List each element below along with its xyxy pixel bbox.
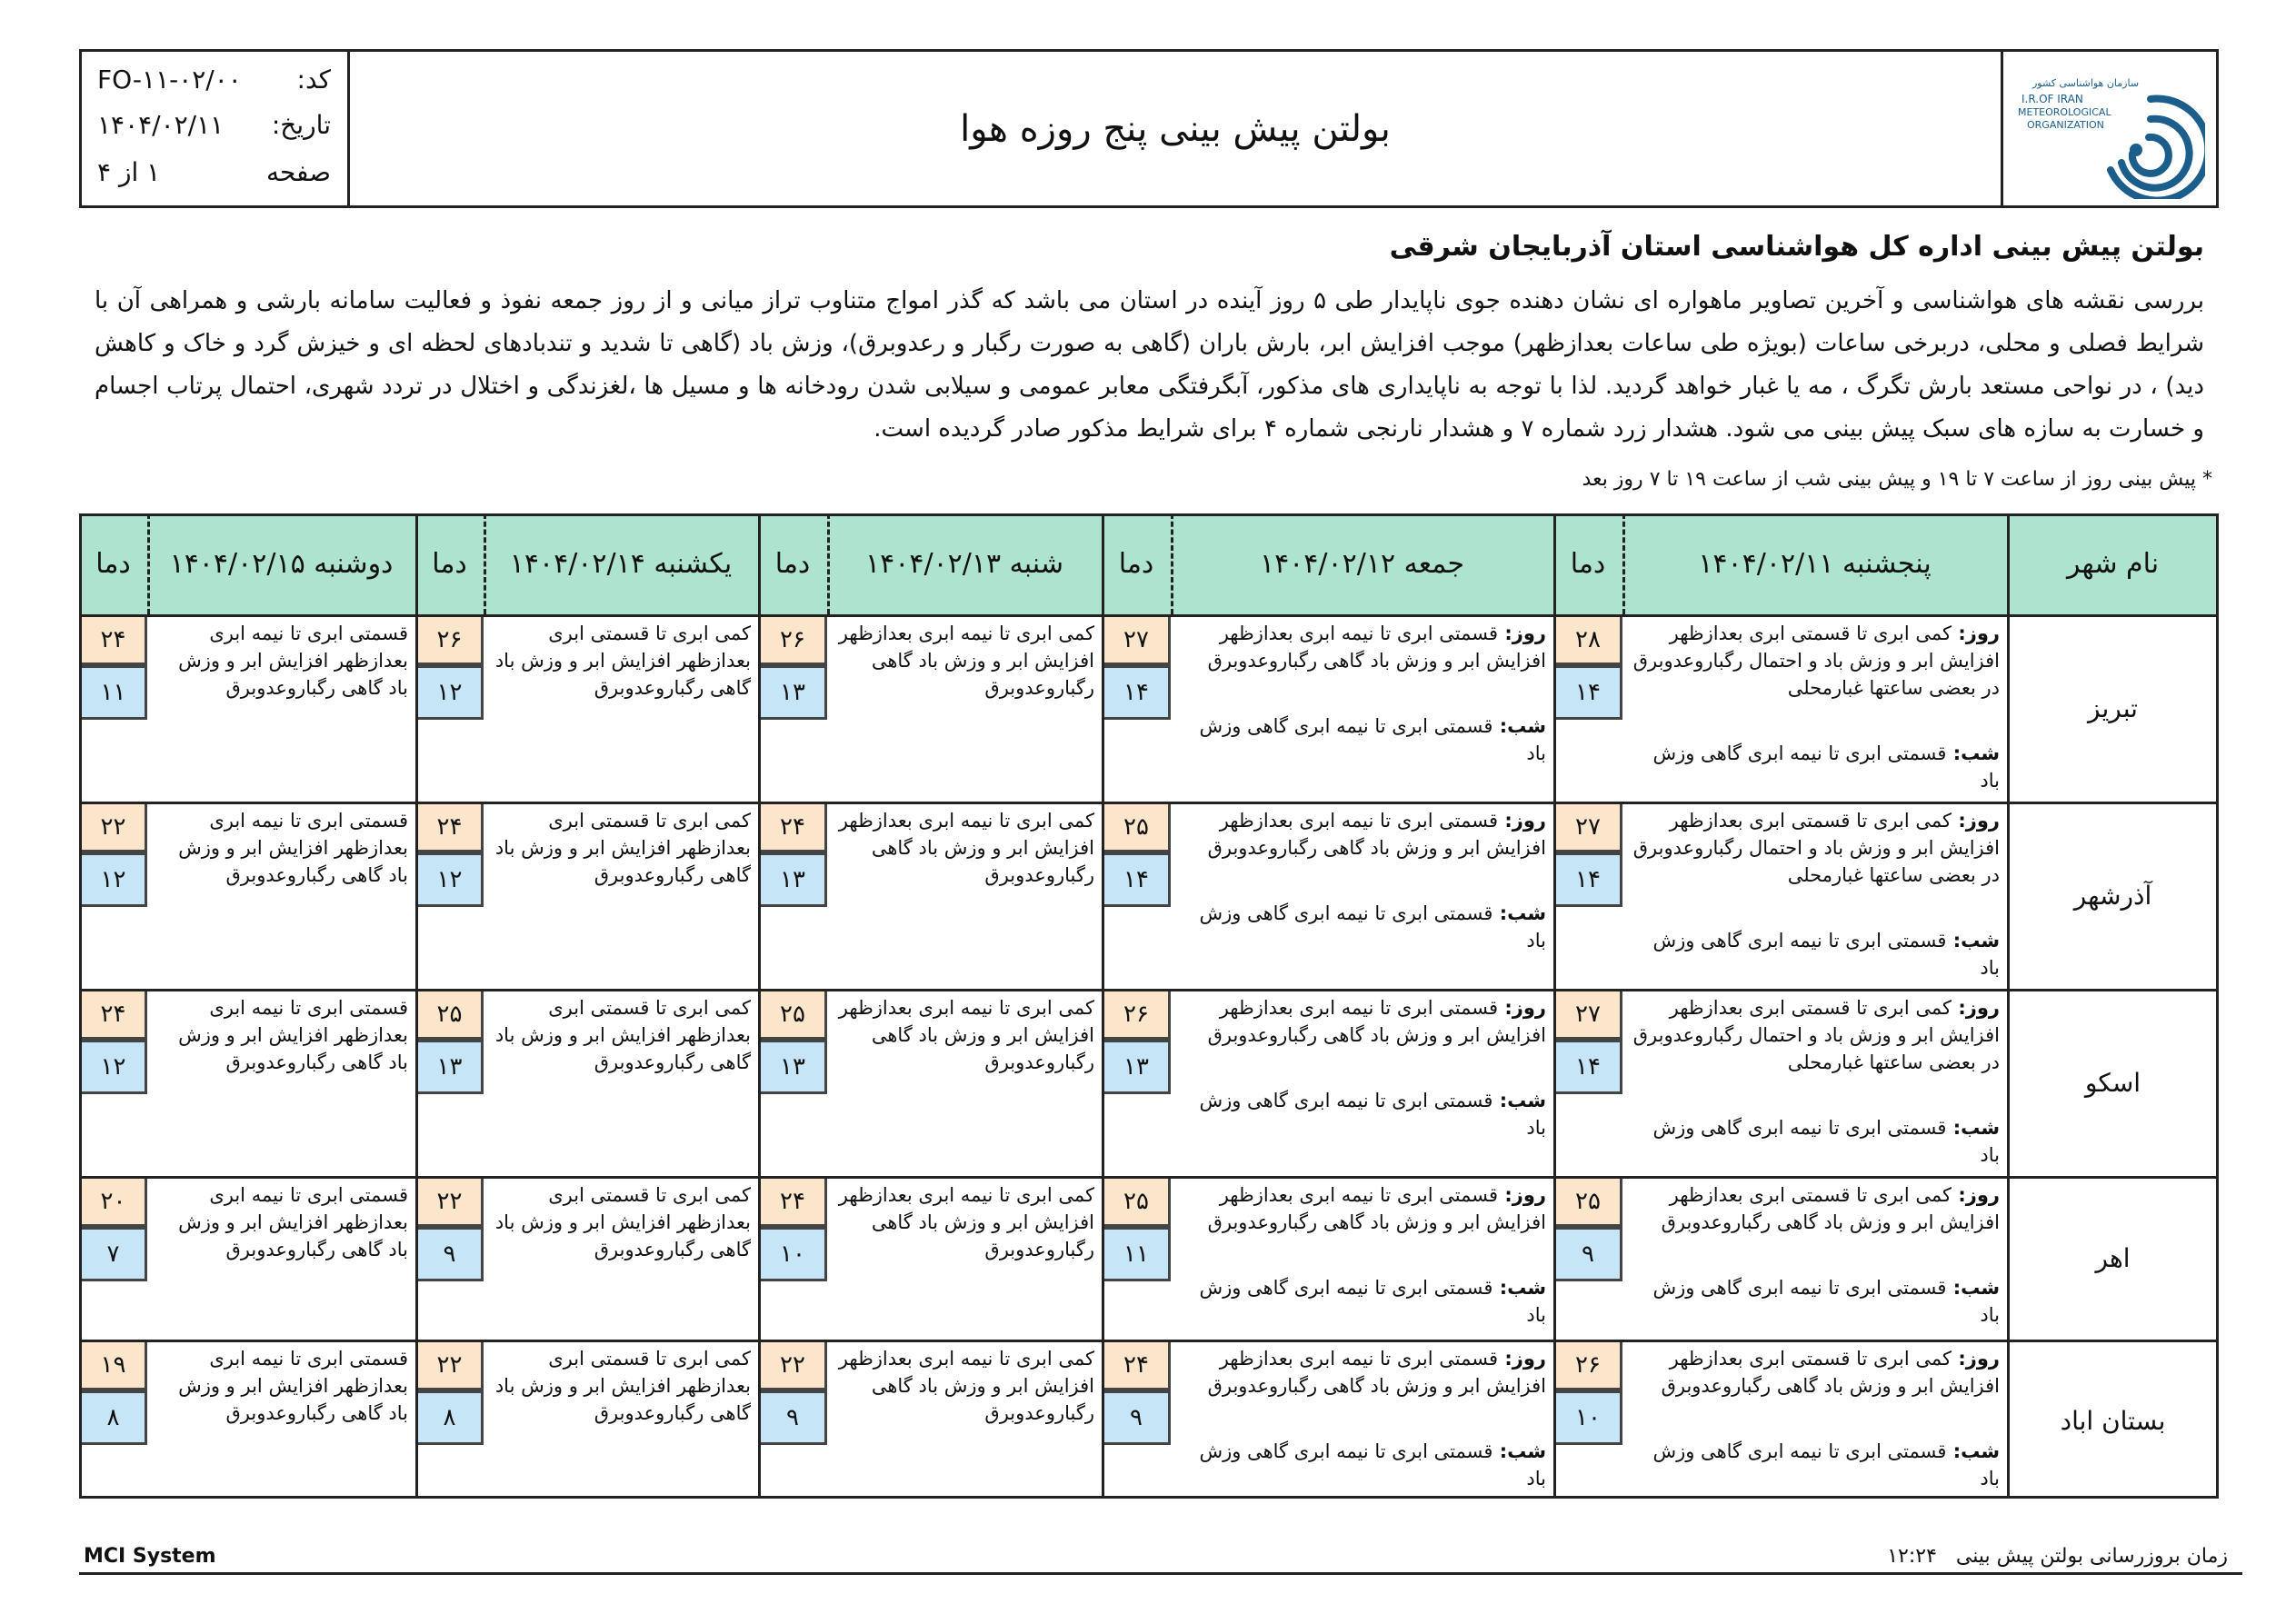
- bulletin-title: بولتن پیش بینی پنج روزه هوا: [960, 107, 1391, 150]
- min-temp-cell: ۱۴: [1553, 852, 1622, 907]
- day-forecast-text: [1630, 1345, 2000, 1400]
- header-dashed-divider: [1622, 513, 1625, 614]
- forecast-text: کمی ابری تا قسمتی ابری بعدازظهر افزایش ابر و وزش باد گاهی رگباروعدوبرق: [494, 1184, 751, 1260]
- table-border: [2216, 513, 2219, 1499]
- min-temp-cell: ۱۱: [79, 665, 147, 720]
- min-temp-cell: ۱۴: [1102, 665, 1171, 720]
- max-temp-cell: ۲۷: [1102, 614, 1171, 665]
- night-label: شب:: [1492, 1277, 1546, 1299]
- forecast-text: کمی ابری تا قسمتی ابری بعدازظهر افزایش ابر و وزش باد گاهی رگباروعدوبرق: [494, 1348, 751, 1424]
- day-forecast-value: قسمتی ابری تا نیمه ابری بعدازظهر افزایش ابر و وزش باد گاهی رگباروعدوبرق: [1207, 1184, 1546, 1233]
- header-dashed-divider: [827, 513, 830, 614]
- max-temp-cell: ۲۴: [415, 802, 484, 852]
- min-temp-cell: ۱۴: [1102, 852, 1171, 907]
- min-temp-cell: ۹: [415, 1227, 484, 1281]
- header-dashed-divider: [147, 513, 150, 614]
- city-name-cell: تبریز: [2088, 692, 2138, 723]
- min-temp-cell: ۱۴: [1553, 665, 1622, 720]
- header-dashed-divider: [1171, 513, 1173, 614]
- header-day-cell: پنجشنبه ۱۴۰۴/۰۲/۱۱: [1622, 513, 2007, 614]
- header-temp-cell: دما: [758, 513, 827, 614]
- night-label: شب:: [1492, 1440, 1546, 1462]
- day-forecast-value: قسمتی ابری تا نیمه ابری بعدازظهر افزایش ابر و وزش باد گاهی رگباروعدوبرق: [1207, 810, 1546, 859]
- min-temp-cell: ۱۳: [1102, 1040, 1171, 1094]
- min-temp-cell: ۱۳: [758, 852, 827, 907]
- max-temp-cell: ۲۲: [79, 802, 147, 852]
- footer-update-time: [1887, 1545, 2228, 1568]
- meta-date-value: ۱۴۰۴/۰۲/۱۱: [97, 110, 225, 140]
- day-label: روز:: [1498, 1184, 1546, 1206]
- max-temp-cell: ۲۷: [1553, 989, 1622, 1040]
- night-label: شب:: [1492, 1090, 1546, 1111]
- max-temp-cell: ۲۴: [79, 614, 147, 665]
- header-dashed-divider: [484, 513, 486, 614]
- day-forecast-value: کمی ابری تا قسمتی ابری بعدازظهر افزایش ابر و وزش باد گاهی رگباروعدوبرق: [1661, 1348, 2000, 1397]
- forecast-text: کمی ابری تا قسمتی ابری بعدازظهر افزایش ابر و وزش باد گاهی رگباروعدوبرق: [494, 623, 751, 699]
- min-temp-cell: ۱۳: [758, 665, 827, 720]
- header-temp-cell: دما: [415, 513, 484, 614]
- footer-update-label: زمان بروزرسانی بولتن پیش بینی: [1955, 1545, 2228, 1568]
- column-divider: [2007, 513, 2010, 1499]
- max-temp-cell: ۲۴: [758, 802, 827, 852]
- day-forecast-value: کمی ابری تا قسمتی ابری بعدازظهر افزایش ابر و وزش باد و احتمال رگباروعدوبرق در بعضی ساعتها غبارمحلی: [1632, 810, 2000, 886]
- max-temp-cell: ۲۷: [1553, 802, 1622, 852]
- forecast-text: کمی ابری تا نیمه ابری بعدازظهر افزایش ابر و وزش باد گاهی رگباروعدوبرق: [838, 1348, 1094, 1424]
- min-temp-cell: ۸: [79, 1390, 147, 1445]
- footer-system-name: MCI System: [84, 1545, 216, 1568]
- day-label: روز:: [1952, 1348, 2000, 1370]
- night-forecast-value: قسمتی ابری تا نیمه ابری گاهی وزش باد: [1199, 1277, 1546, 1326]
- night-label: شب:: [1492, 902, 1546, 924]
- night-forecast-value: قسمتی ابری تا نیمه ابری گاهی وزش باد: [1199, 902, 1546, 951]
- night-forecast-value: قسمتی ابری تا نیمه ابری گاهی وزش باد: [1199, 1440, 1546, 1489]
- min-temp-cell: ۱۱: [1102, 1227, 1171, 1281]
- row-divider: [79, 1176, 2219, 1179]
- max-temp-cell: ۲۰: [79, 1176, 147, 1227]
- day-forecast-text: [1178, 1345, 1546, 1400]
- meta-code-value: FO-۱۱-۰۲/۰۰: [97, 65, 242, 95]
- day-forecast-value: کمی ابری تا قسمتی ابری بعدازظهر افزایش ابر و وزش باد گاهی رگباروعدوبرق: [1661, 1184, 2000, 1233]
- spiral-logo-icon: [2111, 99, 2205, 199]
- min-temp-cell: ۱۳: [758, 1040, 827, 1094]
- forecast-text: کمی ابری تا نیمه ابری بعدازظهر افزایش ابر و وزش باد گاهی رگباروعدوبرق: [838, 810, 1094, 886]
- night-forecast-text: [1630, 1274, 2000, 1329]
- row-divider: [79, 802, 2219, 804]
- night-forecast-text: [1178, 1438, 1546, 1492]
- min-temp-cell: ۱۲: [79, 1040, 147, 1094]
- min-temp-cell: ۷: [79, 1227, 147, 1281]
- min-temp-cell: ۱۴: [1553, 1040, 1622, 1094]
- day-label: روز:: [1952, 1184, 2000, 1206]
- meta-page-label: صفحه: [265, 157, 331, 187]
- max-temp-cell: ۲۶: [758, 614, 827, 665]
- city-name-cell: آذرشهر: [2073, 880, 2152, 911]
- day-forecast-value: قسمتی ابری تا نیمه ابری بعدازظهر افزایش ابر و وزش باد گاهی رگباروعدوبرق: [1207, 997, 1546, 1046]
- bulletin-header: [79, 49, 2219, 208]
- min-temp-cell: ۱۲: [79, 852, 147, 907]
- min-temp-cell: ۱۰: [1553, 1390, 1622, 1445]
- night-label: شب:: [1946, 1117, 2000, 1139]
- max-temp-cell: ۲۶: [1553, 1340, 1622, 1390]
- min-temp-cell: ۸: [415, 1390, 484, 1445]
- max-temp-cell: ۲۲: [415, 1176, 484, 1227]
- max-temp-cell: ۱۹: [79, 1340, 147, 1390]
- max-temp-cell: ۲۶: [1102, 989, 1171, 1040]
- min-temp-cell: ۹: [1102, 1390, 1171, 1445]
- forecast-time-note: * پیش بینی روز از ساعت ۷ تا ۱۹ و پیش بینی شب از ساعت ۱۹ تا ۷ روز بعد: [1582, 468, 2212, 491]
- meta-code-row: [79, 65, 347, 110]
- max-temp-cell: ۲۵: [758, 989, 827, 1040]
- min-temp-cell: ۱۳: [415, 1040, 484, 1094]
- night-forecast-text: [1630, 1438, 2000, 1492]
- min-temp-cell: ۹: [1553, 1227, 1622, 1281]
- meteorological-organization-logo: [2014, 63, 2205, 199]
- day-forecast-value: کمی ابری تا قسمتی ابری بعدازظهر افزایش ابر و وزش باد و احتمال رگباروعدوبرق در بعضی ساعتها غبارمحلی: [1632, 623, 2000, 699]
- day-forecast-text: [1630, 620, 2000, 702]
- night-forecast-text: [1630, 1114, 2000, 1169]
- max-temp-cell: ۲۵: [1553, 1176, 1622, 1227]
- night-label: شب:: [1946, 1277, 2000, 1299]
- header-day-cell: شنبه ۱۴۰۴/۰۲/۱۳: [827, 513, 1102, 614]
- day-forecast-text: [1178, 620, 1546, 674]
- city-name-cell: اهر: [2095, 1242, 2131, 1273]
- night-forecast-text: [1630, 740, 2000, 794]
- forecast-text: کمی ابری تا نیمه ابری بعدازظهر افزایش ابر و وزش باد گاهی رگباروعدوبرق: [838, 997, 1094, 1073]
- day-forecast-text: [1630, 994, 2000, 1076]
- night-forecast-text: [1178, 1274, 1546, 1329]
- meta-date-label: تاریخ:: [271, 110, 331, 140]
- header-temp-cell: دما: [1553, 513, 1622, 614]
- day-forecast-value: کمی ابری تا قسمتی ابری بعدازظهر افزایش ابر و وزش باد و احتمال رگباروعدوبرق در بعضی ساعتها غبارمحلی: [1632, 997, 2000, 1073]
- header-day-cell: دوشنبه ۱۴۰۴/۰۲/۱۵: [147, 513, 415, 614]
- table-border: [79, 1496, 2219, 1499]
- night-forecast-text: [1630, 927, 2000, 981]
- city-name-cell: بستان اباد: [2060, 1405, 2166, 1436]
- min-temp-cell: ۱۲: [415, 852, 484, 907]
- day-forecast-text: [1178, 994, 1546, 1049]
- header-day-cell: یکشنبه ۱۴۰۴/۰۲/۱۴: [484, 513, 758, 614]
- min-temp-cell: ۹: [758, 1390, 827, 1445]
- table-border: [79, 513, 82, 1499]
- day-label: روز:: [1498, 1348, 1546, 1370]
- night-forecast-value: قسمتی ابری تا نیمه ابری گاهی وزش باد: [1652, 742, 2000, 792]
- forecast-text: کمی ابری تا قسمتی ابری بعدازظهر افزایش ابر و وزش باد گاهی رگباروعدوبرق: [494, 810, 751, 886]
- max-temp-cell: ۲۴: [758, 1176, 827, 1227]
- intro-paragraph: بررسی نقشه های هواشناسی و آخرین تصاویر ماهواره ای نشان دهنده جوی ناپایدار طی ۵ روز آینده در استان می باشد که گذر امواج متناوب تراز میانی و از روز جمعه نفوذ و فعالیت سامانه بارشی و همراهی آن با شرایط فصلی و محلی، دربرخی ساعات (بویژه طی ساعات بعدازظهر) موجب افزایش ابر، بارش باران (گاهی به صورت رگبار و رعدوبرق)، وزش باد (گاهی تا شدید و تندبادهای لحظه ای و خیزش گرد و خاک و کاهش دید) ، در نواحی مستعد بارش تگرگ ، مه یا غبار خواهد گردید. لذا با توجه به ناپایداری های مذکور، آبگرفتگی معابر عمومی و سیلابی شدن رودخانه ها و مسیل ها ،لغزندگی و اختلال در تردد شهری، احتمال پرتاب اجسام و خسارت به سازه های سبک پیش بینی می شود. هشدار زرد شماره ۷ و هشدار نارنجی شماره ۴ برای شرایط مذکور صادر گردیده است.: [95, 287, 2205, 443]
- table-border: [79, 513, 2219, 516]
- night-label: شب:: [1946, 742, 2000, 764]
- header-temp-cell: دما: [79, 513, 147, 614]
- day-forecast-text: [1630, 807, 2000, 889]
- night-forecast-value: قسمتی ابری تا نیمه ابری گاهی وزش باد: [1199, 715, 1546, 764]
- day-label: روز:: [1952, 623, 2000, 644]
- logo-text-en-2: METEOROLOGICAL: [2018, 106, 2111, 118]
- column-divider: [415, 513, 418, 1499]
- day-forecast-text: [1178, 1181, 1546, 1236]
- logo-text-fa: سازمان هواشناسی کشور: [2032, 77, 2140, 89]
- column-divider: [1102, 513, 1104, 1499]
- forecast-text: قسمتی ابری تا نیمه ابری بعدازظهر افزایش ابر و وزش باد گاهی رگباروعدوبرق: [178, 1348, 408, 1424]
- row-divider: [79, 989, 2219, 991]
- night-forecast-text: [1178, 900, 1546, 954]
- forecast-text: کمی ابری تا نیمه ابری بعدازظهر افزایش ابر و وزش باد گاهی رگباروعدوبرق: [838, 623, 1094, 699]
- footer-update-value: ۱۲:۲۴: [1887, 1545, 1937, 1568]
- column-divider: [1553, 513, 1556, 1499]
- logo-text-en-3: ORGANIZATION: [2027, 119, 2104, 131]
- footer-rule: [79, 1572, 2242, 1575]
- min-temp-cell: ۱۰: [758, 1227, 827, 1281]
- forecast-text: قسمتی ابری تا نیمه ابری بعدازظهر افزایش ابر و وزش باد گاهی رگباروعدوبرق: [178, 997, 408, 1073]
- night-label: شب:: [1946, 930, 2000, 951]
- row-divider: [79, 1340, 2219, 1342]
- forecast-table: [79, 513, 2219, 1499]
- max-temp-cell: ۲۴: [1102, 1340, 1171, 1390]
- day-label: روز:: [1498, 810, 1546, 832]
- header-city-cell: نام شهر: [2007, 513, 2219, 614]
- night-forecast-value: قسمتی ابری تا نیمه ابری گاهی وزش باد: [1199, 1090, 1546, 1139]
- max-temp-cell: ۲۵: [1102, 1176, 1171, 1227]
- meta-date-row: [79, 110, 347, 155]
- max-temp-cell: ۲۵: [415, 989, 484, 1040]
- bulletin-title-box: [350, 52, 2001, 205]
- meta-page-row: [79, 157, 347, 203]
- document-meta: [82, 52, 350, 205]
- night-forecast-text: [1178, 1087, 1546, 1141]
- header-temp-cell: دما: [1102, 513, 1171, 614]
- forecast-text: کمی ابری تا قسمتی ابری بعدازظهر افزایش ابر و وزش باد گاهی رگباروعدوبرق: [494, 997, 751, 1073]
- column-divider: [758, 513, 761, 1499]
- forecast-text: کمی ابری تا نیمه ابری بعدازظهر افزایش ابر و وزش باد گاهی رگباروعدوبرق: [838, 1184, 1094, 1260]
- day-forecast-value: قسمتی ابری تا نیمه ابری بعدازظهر افزایش ابر و وزش باد گاهی رگباروعدوبرق: [1207, 623, 1546, 672]
- night-forecast-value: قسمتی ابری تا نیمه ابری گاهی وزش باد: [1652, 930, 2000, 979]
- max-temp-cell: ۲۵: [1102, 802, 1171, 852]
- max-temp-cell: ۲۶: [415, 614, 484, 665]
- row-divider: [79, 614, 2219, 617]
- day-forecast-value: قسمتی ابری تا نیمه ابری بعدازظهر افزایش ابر و وزش باد گاهی رگباروعدوبرق: [1207, 1348, 1546, 1397]
- meta-code-label: کد:: [296, 65, 331, 95]
- day-label: روز:: [1952, 997, 2000, 1019]
- max-temp-cell: ۲۴: [79, 989, 147, 1040]
- forecast-text: قسمتی ابری تا نیمه ابری بعدازظهر افزایش ابر و وزش باد گاهی رگباروعدوبرق: [178, 810, 408, 886]
- night-label: شب:: [1946, 1440, 2000, 1462]
- day-label: روز:: [1498, 997, 1546, 1019]
- day-label: روز:: [1952, 810, 2000, 832]
- organization-logo-box: [2001, 52, 2216, 205]
- max-temp-cell: ۲۲: [415, 1340, 484, 1390]
- night-forecast-value: قسمتی ابری تا نیمه ابری گاهی وزش باد: [1652, 1117, 2000, 1166]
- max-temp-cell: ۲۸: [1553, 614, 1622, 665]
- meta-page-value: ۱ از ۴: [97, 157, 161, 187]
- max-temp-cell: ۲۲: [758, 1340, 827, 1390]
- day-label: روز:: [1498, 623, 1546, 644]
- night-forecast-text: [1178, 712, 1546, 767]
- night-forecast-value: قسمتی ابری تا نیمه ابری گاهی وزش باد: [1652, 1277, 2000, 1326]
- logo-text-en-1: I.R.OF IRAN: [2021, 93, 2083, 105]
- day-forecast-text: [1630, 1181, 2000, 1236]
- city-name-cell: اسکو: [2084, 1067, 2141, 1098]
- night-label: شب:: [1492, 715, 1546, 737]
- forecast-text: قسمتی ابری تا نیمه ابری بعدازظهر افزایش ابر و وزش باد گاهی رگباروعدوبرق: [178, 1184, 408, 1260]
- min-temp-cell: ۱۲: [415, 665, 484, 720]
- header-day-cell: جمعه ۱۴۰۴/۰۲/۱۲: [1171, 513, 1553, 614]
- day-forecast-text: [1178, 807, 1546, 862]
- forecast-text: قسمتی ابری تا نیمه ابری بعدازظهر افزایش ابر و وزش باد گاهی رگباروعدوبرق: [178, 623, 408, 699]
- intro-title: بولتن پیش بینی اداره کل هواشناسی استان آذربایجان شرقی: [1389, 231, 2204, 263]
- night-forecast-value: قسمتی ابری تا نیمه ابری گاهی وزش باد: [1652, 1440, 2000, 1489]
